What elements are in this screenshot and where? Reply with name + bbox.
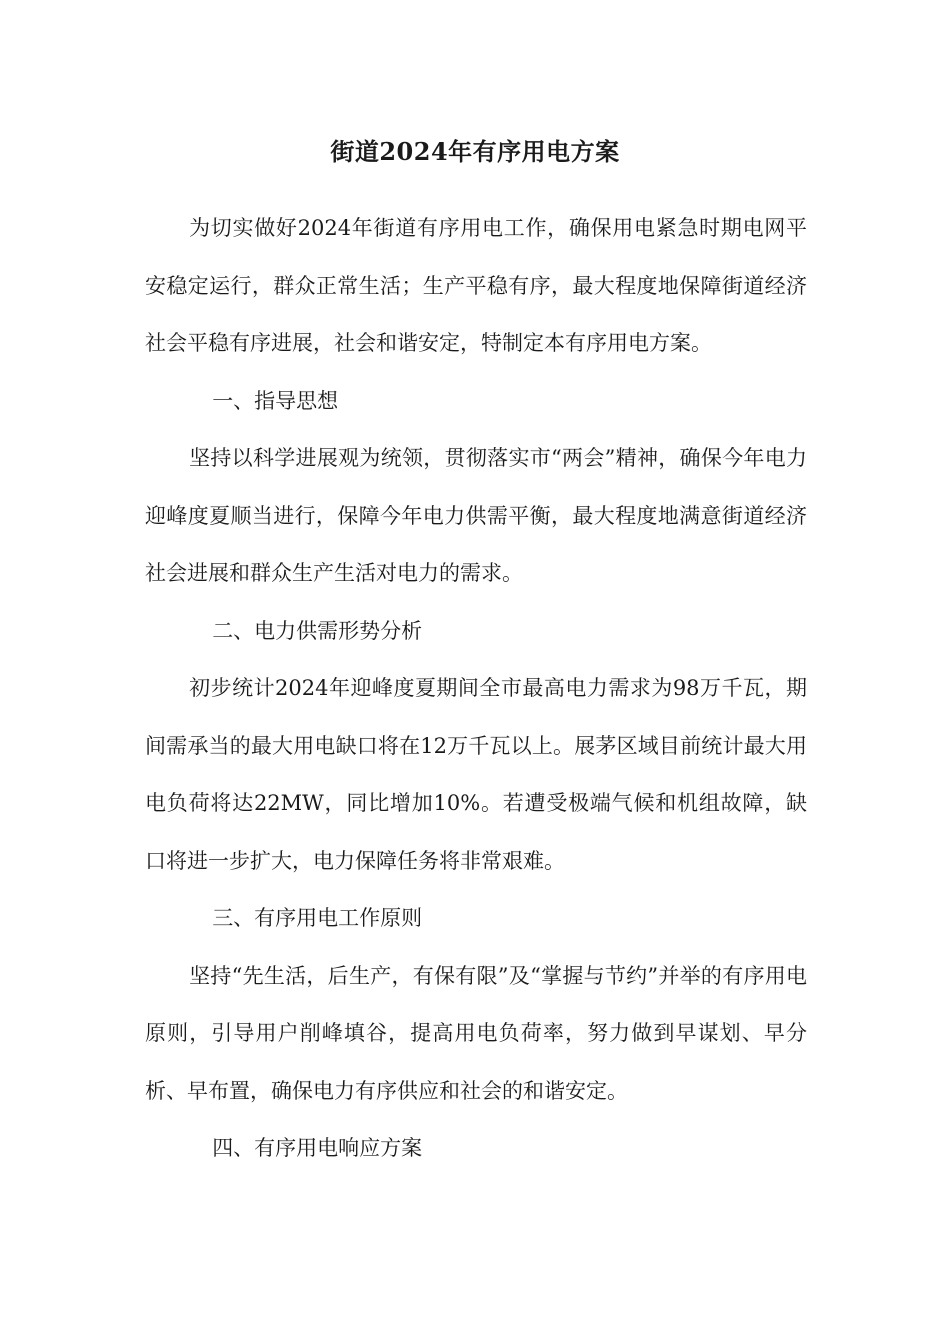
section-heading-guiding-ideology: 一、指导思想 <box>212 388 339 413</box>
guiding-ideology-paragraph: 坚持以科学进展观为统领，贯彻落实市“两会”精神，确保今年电力迎峰度夏顺当进行，保障今年电力供需平衡，最大程度地满意街道经济社会进展和群众生产生活对电力的需求。 <box>145 446 807 585</box>
document-body <box>145 200 807 1178</box>
section-heading-response-plan: 四、有序用电响应方案 <box>212 1136 423 1160</box>
section-heading-work-principles: 三、有序用电工作原则 <box>212 906 423 930</box>
intro-paragraph: 为切实做好2024年街道有序用电工作，确保用电紧急时期电网平安稳定运行，群众正常生活；生产平稳有序，最大程度地保障街道经济社会平稳有序进展，社会和谐安定，特制定本有序用电方案。 <box>145 216 807 355</box>
supply-demand-paragraph: 初步统计2024年迎峰度夏期间全市最高电力需求为98万千瓦，期间需承当的最大用电缺口将在12万千瓦以上。展茅区域目前统计最大用电负荷将达22MW，同比增加10%。若遭受极端气候和机组故障，缺口将进一步扩大，电力保障任务将非常艰难。 <box>145 676 807 873</box>
document-title: 街道2024年有序用电方案 <box>330 137 620 166</box>
work-principles-paragraph: 坚持“先生活，后生产，有保有限”及“掌握与节约”并举的有序用电原则，引导用户削峰填谷，提高用电负荷率，努力做到早谋划、早分析、早布置，确保电力有序供应和社会的和谐安定。 <box>145 963 807 1103</box>
section-heading-supply-demand-analysis: 二、电力供需形势分析 <box>212 618 423 643</box>
